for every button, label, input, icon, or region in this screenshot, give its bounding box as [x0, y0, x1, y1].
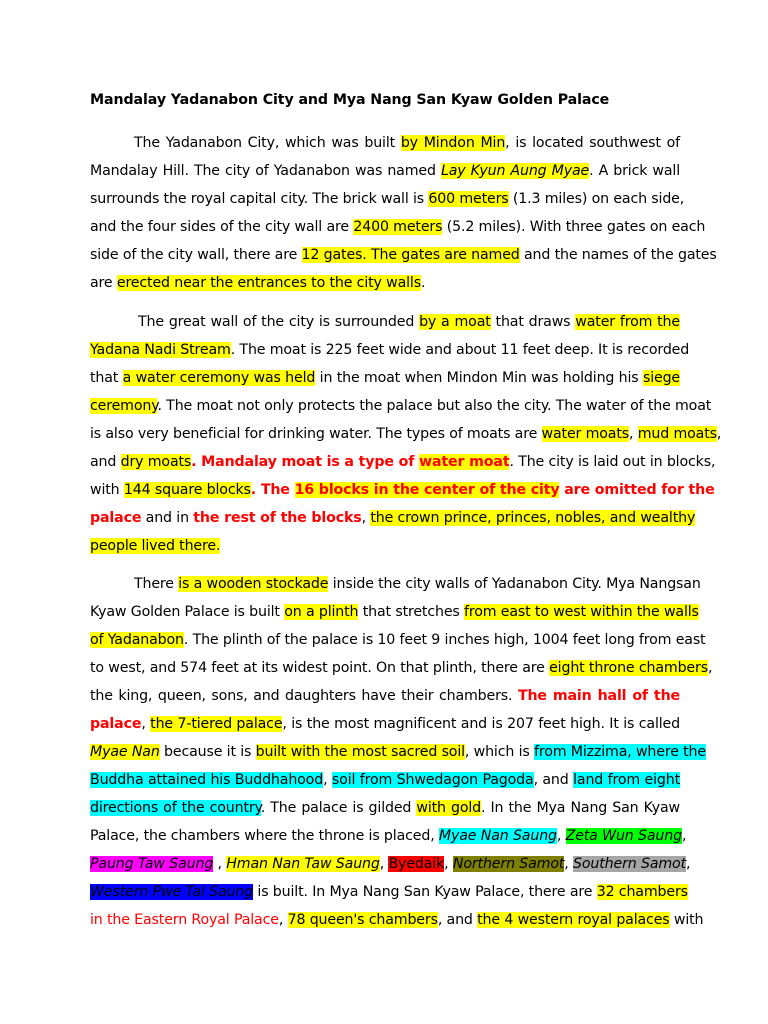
text-run: ,	[323, 772, 332, 788]
paragraph-line	[90, 878, 688, 906]
highlight-yellow: water moats	[541, 426, 629, 442]
text-run: .	[420, 275, 426, 291]
highlight-yellow: 12 gates	[301, 247, 363, 263]
highlight-yellow: on a plinth	[284, 604, 359, 620]
text-run: . The city is laid out in blocks,	[509, 454, 716, 470]
highlight-yellow: Lay Kyun Aung Myae	[440, 163, 590, 179]
highlight-yellow: from east to west within the walls	[464, 604, 699, 620]
text-run: that	[90, 370, 123, 386]
highlight-yellow: 144 square blocks	[123, 482, 251, 498]
highlight-yellow: dry moats	[120, 454, 192, 470]
text-run: and	[90, 454, 121, 470]
text-run: . The moat not only protects the palace but also the city. The water of the moat	[157, 398, 712, 414]
text-run: (1.3 miles) on each side,	[508, 191, 685, 207]
red-bold-text: . Mandalay moat is a type of	[191, 454, 420, 470]
red-bold-text: palace	[90, 716, 142, 732]
text-run: , which is	[464, 744, 534, 760]
paragraph-line	[90, 822, 687, 850]
text-run: ,	[213, 856, 227, 872]
paragraph-line	[90, 626, 706, 654]
text-run: and in	[141, 510, 194, 526]
paragraph-line	[90, 448, 716, 476]
paragraph-3	[90, 570, 713, 934]
text-run: that stretches	[358, 604, 465, 620]
text-run: and the names of the gates	[519, 247, 717, 263]
red-text: in the Eastern Royal Palace	[90, 912, 279, 928]
paragraph-line	[90, 129, 680, 157]
text-run: (5.2 miles). With three gates on each	[442, 219, 706, 235]
paragraph-line	[90, 420, 722, 448]
paragraph-line	[90, 850, 691, 878]
paragraph-line	[90, 157, 680, 185]
paragraph-line	[90, 906, 704, 934]
paragraph-line	[90, 392, 712, 420]
text-run: . The moat is 225 feet wide and about 11 feet deep. It is recorded	[230, 342, 690, 358]
paragraph-line	[90, 241, 717, 269]
red-bold-text: palace	[90, 510, 142, 526]
text-run: . In the Mya Nang San Kyaw	[481, 800, 680, 816]
highlight-yellow: with gold	[416, 800, 482, 816]
highlight-yellow: .	[362, 247, 371, 263]
paragraph-line	[90, 570, 701, 598]
highlight-red: Byedaik	[388, 856, 445, 872]
highlight-yellow: ceremony	[90, 398, 158, 414]
text-run: . The palace is gilded	[260, 800, 417, 816]
highlight-yellow: the 7-tiered palace	[150, 716, 283, 732]
text-run: inside the city walls of Yadanabon City. Mya Nangsan	[328, 576, 701, 592]
text-run: surrounds the royal capital city. The brick wall is	[90, 191, 429, 207]
highlight-yellow: built with the most sacred soil	[255, 744, 465, 760]
text-run: . The plinth of the palace is 10 feet 9 inches high, 1004 feet long from east	[183, 632, 706, 648]
highlight-cyan: Myae Nan Saung	[438, 828, 557, 844]
highlight-yellow: water moat	[419, 454, 510, 470]
paragraph-line	[90, 213, 706, 241]
highlight-yellow: mud moats	[637, 426, 717, 442]
paragraph-line	[90, 710, 680, 738]
text-run: ,	[564, 856, 574, 872]
text-run: Kyaw Golden Palace is built	[90, 604, 285, 620]
highlight-yellow: the 4 western royal palaces	[477, 912, 670, 928]
highlight-yellow: of Yadanabon	[90, 632, 184, 648]
document-title: Mandalay Yadanabon City and Mya Nang San Kyaw Golden Palace	[90, 92, 610, 108]
text-run: is built. In Mya Nang San Kyaw Palace, there are	[253, 884, 597, 900]
text-run: , and	[533, 772, 574, 788]
highlight-yellow: Myae Nan	[90, 744, 160, 760]
red-bold-text: are omitted for the	[559, 482, 715, 498]
paragraph-line	[90, 504, 696, 532]
text-run: ,	[716, 426, 722, 442]
red-bold-text: The main hall of the	[517, 688, 680, 704]
text-run: , is the most magnificent and is 207 feet high. It is called	[282, 716, 680, 732]
highlight-yellow: siege	[642, 370, 680, 386]
text-run: ,	[278, 912, 288, 928]
highlight-yellow: a water ceremony was held	[122, 370, 316, 386]
text-run: The Yadanabon City, which was built	[134, 135, 401, 151]
highlight-cyan: soil from Shwedagon Pagoda	[331, 772, 534, 788]
paragraph-line	[90, 269, 680, 297]
text-run: are	[90, 275, 117, 291]
text-run: in the moat when Mindon Min was holding his	[315, 370, 643, 386]
highlight-yellow: 16 blocks in the center of the city	[294, 482, 560, 498]
highlight-yellow: the crown prince, princes, nobles, and wealthy	[370, 510, 696, 526]
paragraph-line	[90, 336, 690, 364]
highlight-yellow: eight throne chambers	[549, 660, 708, 676]
text-run: is also very beneficial for drinking water. The types of moats are	[90, 426, 542, 442]
paragraph-line	[90, 738, 706, 766]
text-run: ,	[707, 660, 713, 676]
text-run: the king, queen, sons, and daughters have their chambers.	[90, 688, 518, 704]
red-bold-text: the rest of the blocks	[193, 510, 362, 526]
paragraph-2	[90, 308, 722, 560]
text-run: ,	[681, 828, 687, 844]
highlight-olive: Northern Samot	[452, 856, 565, 872]
paragraph-line	[90, 532, 680, 560]
text-run: and the four sides of the city wall are	[90, 219, 354, 235]
highlight-yellow: Yadana Nadi Stream	[90, 342, 231, 358]
text-run: side of the city wall, there are	[90, 247, 302, 263]
text-run: that draws	[490, 314, 576, 330]
paragraph-line	[90, 185, 685, 213]
text-run: ,	[361, 510, 371, 526]
highlight-cyan: from Mizzima, where the	[533, 744, 706, 760]
highlight-cyan: directions of the country	[90, 800, 261, 816]
red-bold-text: . The	[250, 482, 295, 498]
highlight-yellow: by a moat	[419, 314, 491, 330]
paragraph-line	[90, 476, 715, 504]
highlight-yellow: water from the	[575, 314, 680, 330]
text-run: , is located southwest of	[505, 135, 680, 151]
text-run: ,	[556, 828, 566, 844]
paragraph-line	[90, 682, 680, 710]
highlight-magenta: Paung Taw Saung	[90, 856, 214, 872]
paragraph-line	[90, 308, 680, 336]
highlight-yellow: erected near the entrances to the city walls	[116, 275, 421, 291]
text-run: Mandalay Hill. The city of Yadanabon was named	[90, 163, 441, 179]
highlight-yellow: Hman Nan Taw Saung	[226, 856, 380, 872]
highlight-yellow: The gates are named	[371, 247, 520, 263]
highlight-gray: Southern Samot	[573, 856, 686, 872]
text-run: to west, and 574 feet at its widest point. On that plinth, there are	[90, 660, 550, 676]
text-run: ,	[379, 856, 389, 872]
text-run: ,	[686, 856, 691, 872]
text-run: The great wall of the city is surrounded	[138, 314, 420, 330]
text-run: ,	[444, 856, 453, 872]
paragraph-line	[90, 794, 680, 822]
highlight-green: Zeta Wun Saung	[565, 828, 682, 844]
highlight-cyan: land from eight	[573, 772, 680, 788]
text-run: There	[134, 576, 179, 592]
highlight-yellow: is a wooden stockade	[178, 576, 329, 592]
paragraph-line	[90, 766, 680, 794]
text-run: with	[669, 912, 704, 928]
highlight-blue: Western Pwe Tal Saung	[90, 884, 254, 900]
text-run: Palace, the chambers where the throne is placed,	[90, 828, 439, 844]
paragraph-line	[90, 364, 680, 392]
highlight-cyan: Buddha attained his Buddhahood	[90, 772, 324, 788]
highlight-yellow: by Mindon Min	[400, 135, 506, 151]
text-run: with	[90, 482, 124, 498]
text-run: ,	[628, 426, 638, 442]
highlight-yellow: 600 meters	[428, 191, 509, 207]
paragraph-1	[90, 129, 717, 297]
text-run: because it is	[159, 744, 256, 760]
text-run: . A brick wall	[589, 163, 681, 179]
text-run: ,	[141, 716, 151, 732]
text-run: , and	[437, 912, 478, 928]
highlight-yellow: 32 chambers	[596, 884, 688, 900]
paragraph-line	[90, 598, 699, 626]
highlight-yellow: 78 queen's chambers	[287, 912, 438, 928]
highlight-yellow: 2400 meters	[353, 219, 443, 235]
highlight-yellow: people lived there.	[90, 538, 221, 554]
paragraph-line	[90, 654, 713, 682]
